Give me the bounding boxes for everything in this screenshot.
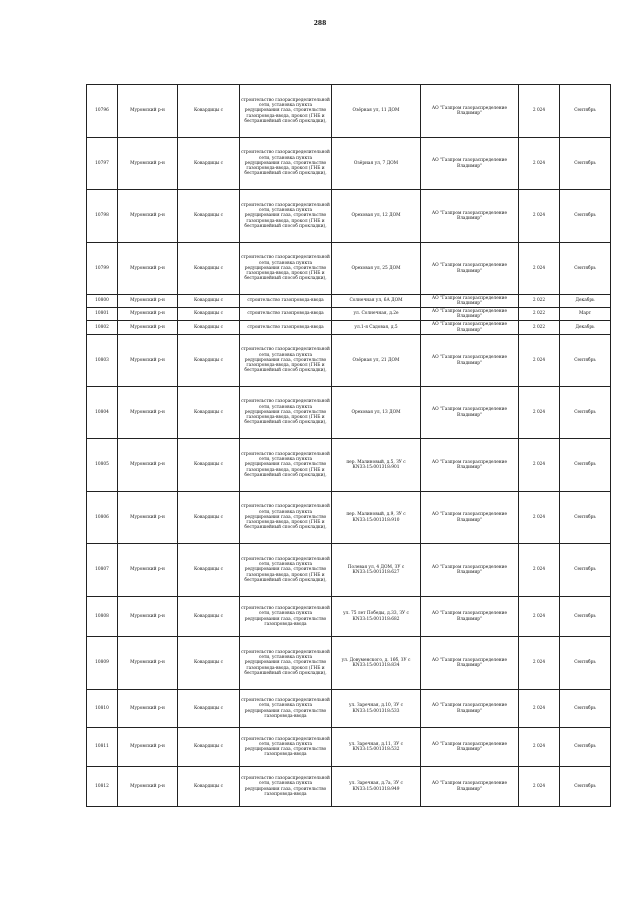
table-row bbox=[87, 767, 611, 807]
cell-address: ул. Заречная, д.7а, ЗУ с КN33:15:001318:949 bbox=[332, 767, 421, 807]
cell-address: Полевая ул, 4 ДОМ, ЗУ с КN33:15:001318:627 bbox=[332, 544, 421, 597]
cell-address: ул.1-я Садовая, д.5 bbox=[332, 321, 421, 335]
cell-work-type: строительство газораспределительной сети, установка пункта редуцирования газа, строительство газопровода-ввода, прокол (ГНБ и бестраншейный способ прокладки), bbox=[240, 243, 332, 295]
cell-organization: АО "Газпром газораспределение Владимир" bbox=[421, 308, 519, 321]
cell-work-type: строительство газопровода-ввода bbox=[240, 308, 332, 321]
cell-month: Сентябрь bbox=[560, 85, 611, 138]
cell-organization: АО "Газпром газораспределение Владимир" bbox=[421, 637, 519, 690]
table-row bbox=[87, 190, 611, 243]
cell-village: Ковардицы с bbox=[178, 597, 240, 637]
cell-organization: АО "Газпром газораспределение Владимир" bbox=[421, 767, 519, 807]
cell-number: 10803 bbox=[87, 335, 118, 387]
cell-address: Озёрная ул, 21 ДОМ bbox=[332, 335, 421, 387]
cell-village: Ковардицы с bbox=[178, 439, 240, 492]
cell-year: 2 024 bbox=[519, 767, 560, 807]
cell-year: 2 024 bbox=[519, 439, 560, 492]
cell-district: Муромский р-н bbox=[118, 335, 178, 387]
cell-work-type: строительство газораспределительной сети, установка пункта редуцирования газа, строительство газопровода-ввода bbox=[240, 597, 332, 637]
cell-address: Солнечная ул, 6А ДОМ bbox=[332, 295, 421, 308]
cell-district: Муромский р-н bbox=[118, 690, 178, 728]
cell-district: Муромский р-н bbox=[118, 85, 178, 138]
cell-year: 2 022 bbox=[519, 295, 560, 308]
cell-village: Ковардицы с bbox=[178, 690, 240, 728]
cell-address: Озёрная ул, 7 ДОМ bbox=[332, 138, 421, 190]
cell-month: Декабрь bbox=[560, 321, 611, 335]
cell-work-type: строительство газопровода-ввода bbox=[240, 321, 332, 335]
cell-organization: АО "Газпром газораспределение Владимир" bbox=[421, 190, 519, 243]
cell-number: 10799 bbox=[87, 243, 118, 295]
cell-district: Муромский р-н bbox=[118, 138, 178, 190]
cell-number: 10798 bbox=[87, 190, 118, 243]
cell-address: пер. Малиновый, д.9, ЗУ с КN33:15:001318:910 bbox=[332, 492, 421, 544]
cell-village: Ковардицы с bbox=[178, 335, 240, 387]
cell-address: ул. Довуменского, д. 16б, ЗУ с КN33:15:001318:834 bbox=[332, 637, 421, 690]
cell-number: 10810 bbox=[87, 690, 118, 728]
cell-village: Ковардицы с bbox=[178, 190, 240, 243]
table-row bbox=[87, 597, 611, 637]
cell-village: Ковардицы с bbox=[178, 544, 240, 597]
cell-organization: АО "Газпром газораспределение Владимир" bbox=[421, 295, 519, 308]
table-row bbox=[87, 387, 611, 439]
cell-district: Муромский р-н bbox=[118, 387, 178, 439]
cell-number: 10797 bbox=[87, 138, 118, 190]
cell-organization: АО "Газпром газораспределение Владимир" bbox=[421, 597, 519, 637]
cell-work-type: строительство газораспределительной сети, установка пункта редуцирования газа, строительство газопровода-ввода, прокол (ГНБ и бестраншейный способ прокладки), bbox=[240, 335, 332, 387]
cell-month: Март bbox=[560, 308, 611, 321]
cell-month: Сентябрь bbox=[560, 767, 611, 807]
cell-month: Сентябрь bbox=[560, 492, 611, 544]
cell-work-type: строительство газораспределительной сети, установка пункта редуцирования газа, строительство газопровода-ввода, прокол (ГНБ и бестраншейный способ прокладки), bbox=[240, 85, 332, 138]
cell-address: пер. Малиновый, д.5, ЗУ с КN33:15:001318:901 bbox=[332, 439, 421, 492]
table-row bbox=[87, 321, 611, 335]
cell-month: Сентябрь bbox=[560, 728, 611, 767]
cell-village: Ковардицы с bbox=[178, 637, 240, 690]
cell-organization: АО "Газпром газораспределение Владимир" bbox=[421, 138, 519, 190]
cell-organization: АО "Газпром газораспределение Владимир" bbox=[421, 335, 519, 387]
cell-year: 2 024 bbox=[519, 138, 560, 190]
cell-village: Ковардицы с bbox=[178, 387, 240, 439]
cell-work-type: строительство газораспределительной сети, установка пункта редуцирования газа, строительство газопровода-ввода, прокол (ГНБ и бестраншейный способ прокладки), bbox=[240, 138, 332, 190]
cell-number: 10809 bbox=[87, 637, 118, 690]
cell-year: 2 024 bbox=[519, 335, 560, 387]
cell-village: Ковардицы с bbox=[178, 295, 240, 308]
cell-year: 2 024 bbox=[519, 544, 560, 597]
cell-address: Ореховая ул, 25 ДОМ bbox=[332, 243, 421, 295]
cell-organization: АО "Газпром газораспределение Владимир" bbox=[421, 387, 519, 439]
cell-village: Ковардицы с bbox=[178, 321, 240, 335]
cell-address: ул. Заречная, д.11, ЗУ с КN33:15:001318:532 bbox=[332, 728, 421, 767]
cell-organization: АО "Газпром газораспределение Владимир" bbox=[421, 728, 519, 767]
cell-organization: АО "Газпром газораспределение Владимир" bbox=[421, 492, 519, 544]
cell-organization: АО "Газпром газораспределение Владимир" bbox=[421, 439, 519, 492]
table-row bbox=[87, 690, 611, 728]
cell-month: Сентябрь bbox=[560, 190, 611, 243]
cell-year: 2 024 bbox=[519, 492, 560, 544]
cell-work-type: строительство газораспределительной сети, установка пункта редуцирования газа, строительство газопровода-ввода, прокол (ГНБ и бестраншейный способ прокладки), bbox=[240, 492, 332, 544]
cell-organization: АО "Газпром газораспределение Владимир" bbox=[421, 85, 519, 138]
cell-month: Сентябрь bbox=[560, 243, 611, 295]
page-number: 288 bbox=[313, 20, 327, 27]
cell-address: ул. 75 лет Победы, д.33, ЗУ с КN33:15:001318:682 bbox=[332, 597, 421, 637]
table-row bbox=[87, 85, 611, 138]
cell-month: Сентябрь bbox=[560, 597, 611, 637]
cell-number: 10802 bbox=[87, 321, 118, 335]
cell-village: Ковардицы с bbox=[178, 767, 240, 807]
cell-month: Сентябрь bbox=[560, 637, 611, 690]
cell-address: Ореховая ул, 13 ДОМ bbox=[332, 387, 421, 439]
cell-village: Ковардицы с bbox=[178, 138, 240, 190]
cell-year: 2 022 bbox=[519, 321, 560, 335]
cell-month: Сентябрь bbox=[560, 138, 611, 190]
cell-work-type: строительство газораспределительной сети, установка пункта редуцирования газа, строительство газопровода-ввода bbox=[240, 767, 332, 807]
table-row bbox=[87, 335, 611, 387]
cell-year: 2 024 bbox=[519, 243, 560, 295]
cell-number: 10800 bbox=[87, 295, 118, 308]
cell-address: Озёрная ул, 11 ДОМ bbox=[332, 85, 421, 138]
cell-year: 2 022 bbox=[519, 308, 560, 321]
cell-year: 2 024 bbox=[519, 85, 560, 138]
cell-district: Муромский р-н bbox=[118, 767, 178, 807]
cell-work-type: строительство газораспределительной сети, установка пункта редуцирования газа, строительство газопровода-ввода, прокол (ГНБ и бестраншейный способ прокладки), bbox=[240, 637, 332, 690]
table-row bbox=[87, 728, 611, 767]
cell-work-type: строительство газораспределительной сети, установка пункта редуцирования газа, строительство газопровода-ввода, прокол (ГНБ и бестраншейный способ прокладки), bbox=[240, 190, 332, 243]
cell-work-type: строительство газораспределительной сети, установка пункта редуцирования газа, строительство газопровода-ввода bbox=[240, 690, 332, 728]
cell-number: 10808 bbox=[87, 597, 118, 637]
cell-district: Муромский р-н bbox=[118, 243, 178, 295]
cell-year: 2 024 bbox=[519, 597, 560, 637]
cell-month: Сентябрь bbox=[560, 544, 611, 597]
cell-year: 2 024 bbox=[519, 387, 560, 439]
table-row bbox=[87, 544, 611, 597]
table-row bbox=[87, 637, 611, 690]
registry-table bbox=[86, 84, 611, 807]
cell-district: Муромский р-н bbox=[118, 439, 178, 492]
cell-year: 2 024 bbox=[519, 190, 560, 243]
cell-number: 10804 bbox=[87, 387, 118, 439]
cell-month: Сентябрь bbox=[560, 690, 611, 728]
cell-village: Ковардицы с bbox=[178, 85, 240, 138]
cell-month: Сентябрь bbox=[560, 439, 611, 492]
table-row bbox=[87, 439, 611, 492]
cell-number: 10806 bbox=[87, 492, 118, 544]
cell-district: Муромский р-н bbox=[118, 544, 178, 597]
cell-number: 10801 bbox=[87, 308, 118, 321]
cell-month: Сентябрь bbox=[560, 335, 611, 387]
cell-address: Ореховая ул, 12 ДОМ bbox=[332, 190, 421, 243]
cell-district: Муромский р-н bbox=[118, 728, 178, 767]
cell-number: 10812 bbox=[87, 767, 118, 807]
cell-district: Муромский р-н bbox=[118, 190, 178, 243]
cell-address: ул. Солнечная, д.2е bbox=[332, 308, 421, 321]
cell-work-type: строительство газопровода-ввода bbox=[240, 295, 332, 308]
table-row bbox=[87, 308, 611, 321]
cell-year: 2 024 bbox=[519, 728, 560, 767]
cell-organization: АО "Газпром газораспределение Владимир" bbox=[421, 321, 519, 335]
cell-village: Ковардицы с bbox=[178, 728, 240, 767]
cell-organization: АО "Газпром газораспределение Владимир" bbox=[421, 544, 519, 597]
cell-work-type: строительство газораспределительной сети, установка пункта редуцирования газа, строительство газопровода-ввода, прокол (ГНБ и бестраншейный способ прокладки), bbox=[240, 387, 332, 439]
cell-organization: АО "Газпром газораспределение Владимир" bbox=[421, 690, 519, 728]
cell-month: Декабрь bbox=[560, 295, 611, 308]
cell-work-type: строительство газораспределительной сети, установка пункта редуцирования газа, строительство газопровода-ввода bbox=[240, 728, 332, 767]
table-row bbox=[87, 138, 611, 190]
cell-district: Муромский р-н bbox=[118, 308, 178, 321]
cell-month: Сентябрь bbox=[560, 387, 611, 439]
cell-work-type: строительство газораспределительной сети, установка пункта редуцирования газа, строительство газопровода-ввода, прокол (ГНБ и бестраншейный способ прокладки), bbox=[240, 544, 332, 597]
table-row bbox=[87, 492, 611, 544]
cell-number: 10811 bbox=[87, 728, 118, 767]
cell-year: 2 024 bbox=[519, 637, 560, 690]
cell-work-type: строительство газораспределительной сети, установка пункта редуцирования газа, строительство газопровода-ввода, прокол (ГНБ и бестраншейный способ прокладки), bbox=[240, 439, 332, 492]
cell-village: Ковардицы с bbox=[178, 492, 240, 544]
cell-number: 10805 bbox=[87, 439, 118, 492]
cell-district: Муромский р-н bbox=[118, 492, 178, 544]
cell-district: Муромский р-н bbox=[118, 597, 178, 637]
cell-organization: АО "Газпром газораспределение Владимир" bbox=[421, 243, 519, 295]
cell-year: 2 024 bbox=[519, 690, 560, 728]
cell-address: ул. Заречная, д.10, ЗУ с КN33:15:001318:533 bbox=[332, 690, 421, 728]
cell-village: Ковардицы с bbox=[178, 243, 240, 295]
cell-district: Муромский р-н bbox=[118, 321, 178, 335]
cell-village: Ковардицы с bbox=[178, 308, 240, 321]
table-body bbox=[87, 85, 611, 807]
cell-number: 10796 bbox=[87, 85, 118, 138]
cell-number: 10807 bbox=[87, 544, 118, 597]
cell-district: Муромский р-н bbox=[118, 637, 178, 690]
cell-district: Муромский р-н bbox=[118, 295, 178, 308]
table-row bbox=[87, 243, 611, 295]
table-row bbox=[87, 295, 611, 308]
